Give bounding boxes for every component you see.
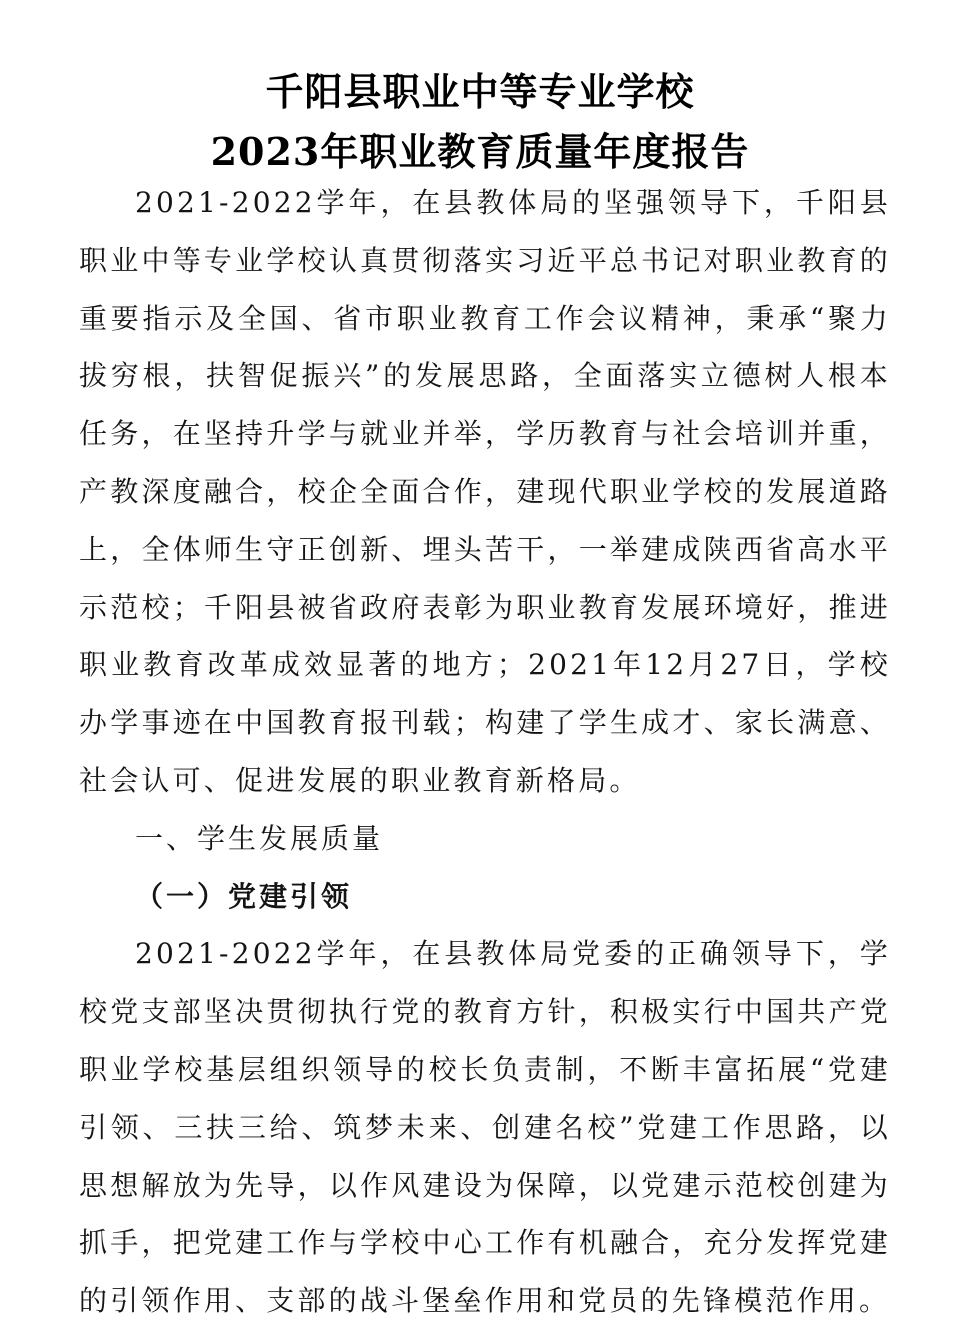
intro-paragraph: 2021-2022学年，在县教体局的坚强领导下，千阳县职业中等专业学校认真贯彻落实习近平总书记对职业教育的重要指示及全国、省市职业教育工作会议精神，秉承“聚力拔穷根，扶智促振兴”的发展思路，全面落实立德树人根本任务，在坚持升学与就业并举，学历教育与社会培训并重，产教深度融合，校企全面合作，建现代职业学校的发展道路上，全体师生守正创新、埋头苦干，一举建成陕西省高水平示范校；千阳县被省政府表彰为职业教育发展环境好，推进职业教育改革成效显著的地方；2021年12月27日，学校办学事迹在中国教育报刊载；构建了学生成才、家长满意、社会认可、促进发展的职业教育新格局。 xyxy=(79,186,891,797)
party-building-paragraph: 2021-2022学年，在县教体局党委的正确领导下，学校党支部坚决贯彻执行党的教育方针，积极实行中国共产党职业学校基层组织领导的校长负责制，不断丰富拓展“党建引领、三扶三给、筑梦未来、创建名校”党建工作思路，以思想解放为先导，以作风建设为保障，以党建示范校创建为抓手，把党建工作与学校中心工作有机融合，充分发挥党建的引领作用、支部的战斗堡垒作用和党员的先锋模范作用。 xyxy=(79,937,891,1318)
document-title xyxy=(0,62,960,182)
subsection-heading-party-leadership: （一）党建引领 xyxy=(135,879,353,913)
section-heading-student-development: 一、学生发展质量 xyxy=(135,821,384,855)
title-report-name: 2023年职业教育质量年度报告 xyxy=(210,129,750,174)
document-body xyxy=(79,174,891,1330)
title-school-name: 千阳县职业中等专业学校 xyxy=(265,69,695,114)
